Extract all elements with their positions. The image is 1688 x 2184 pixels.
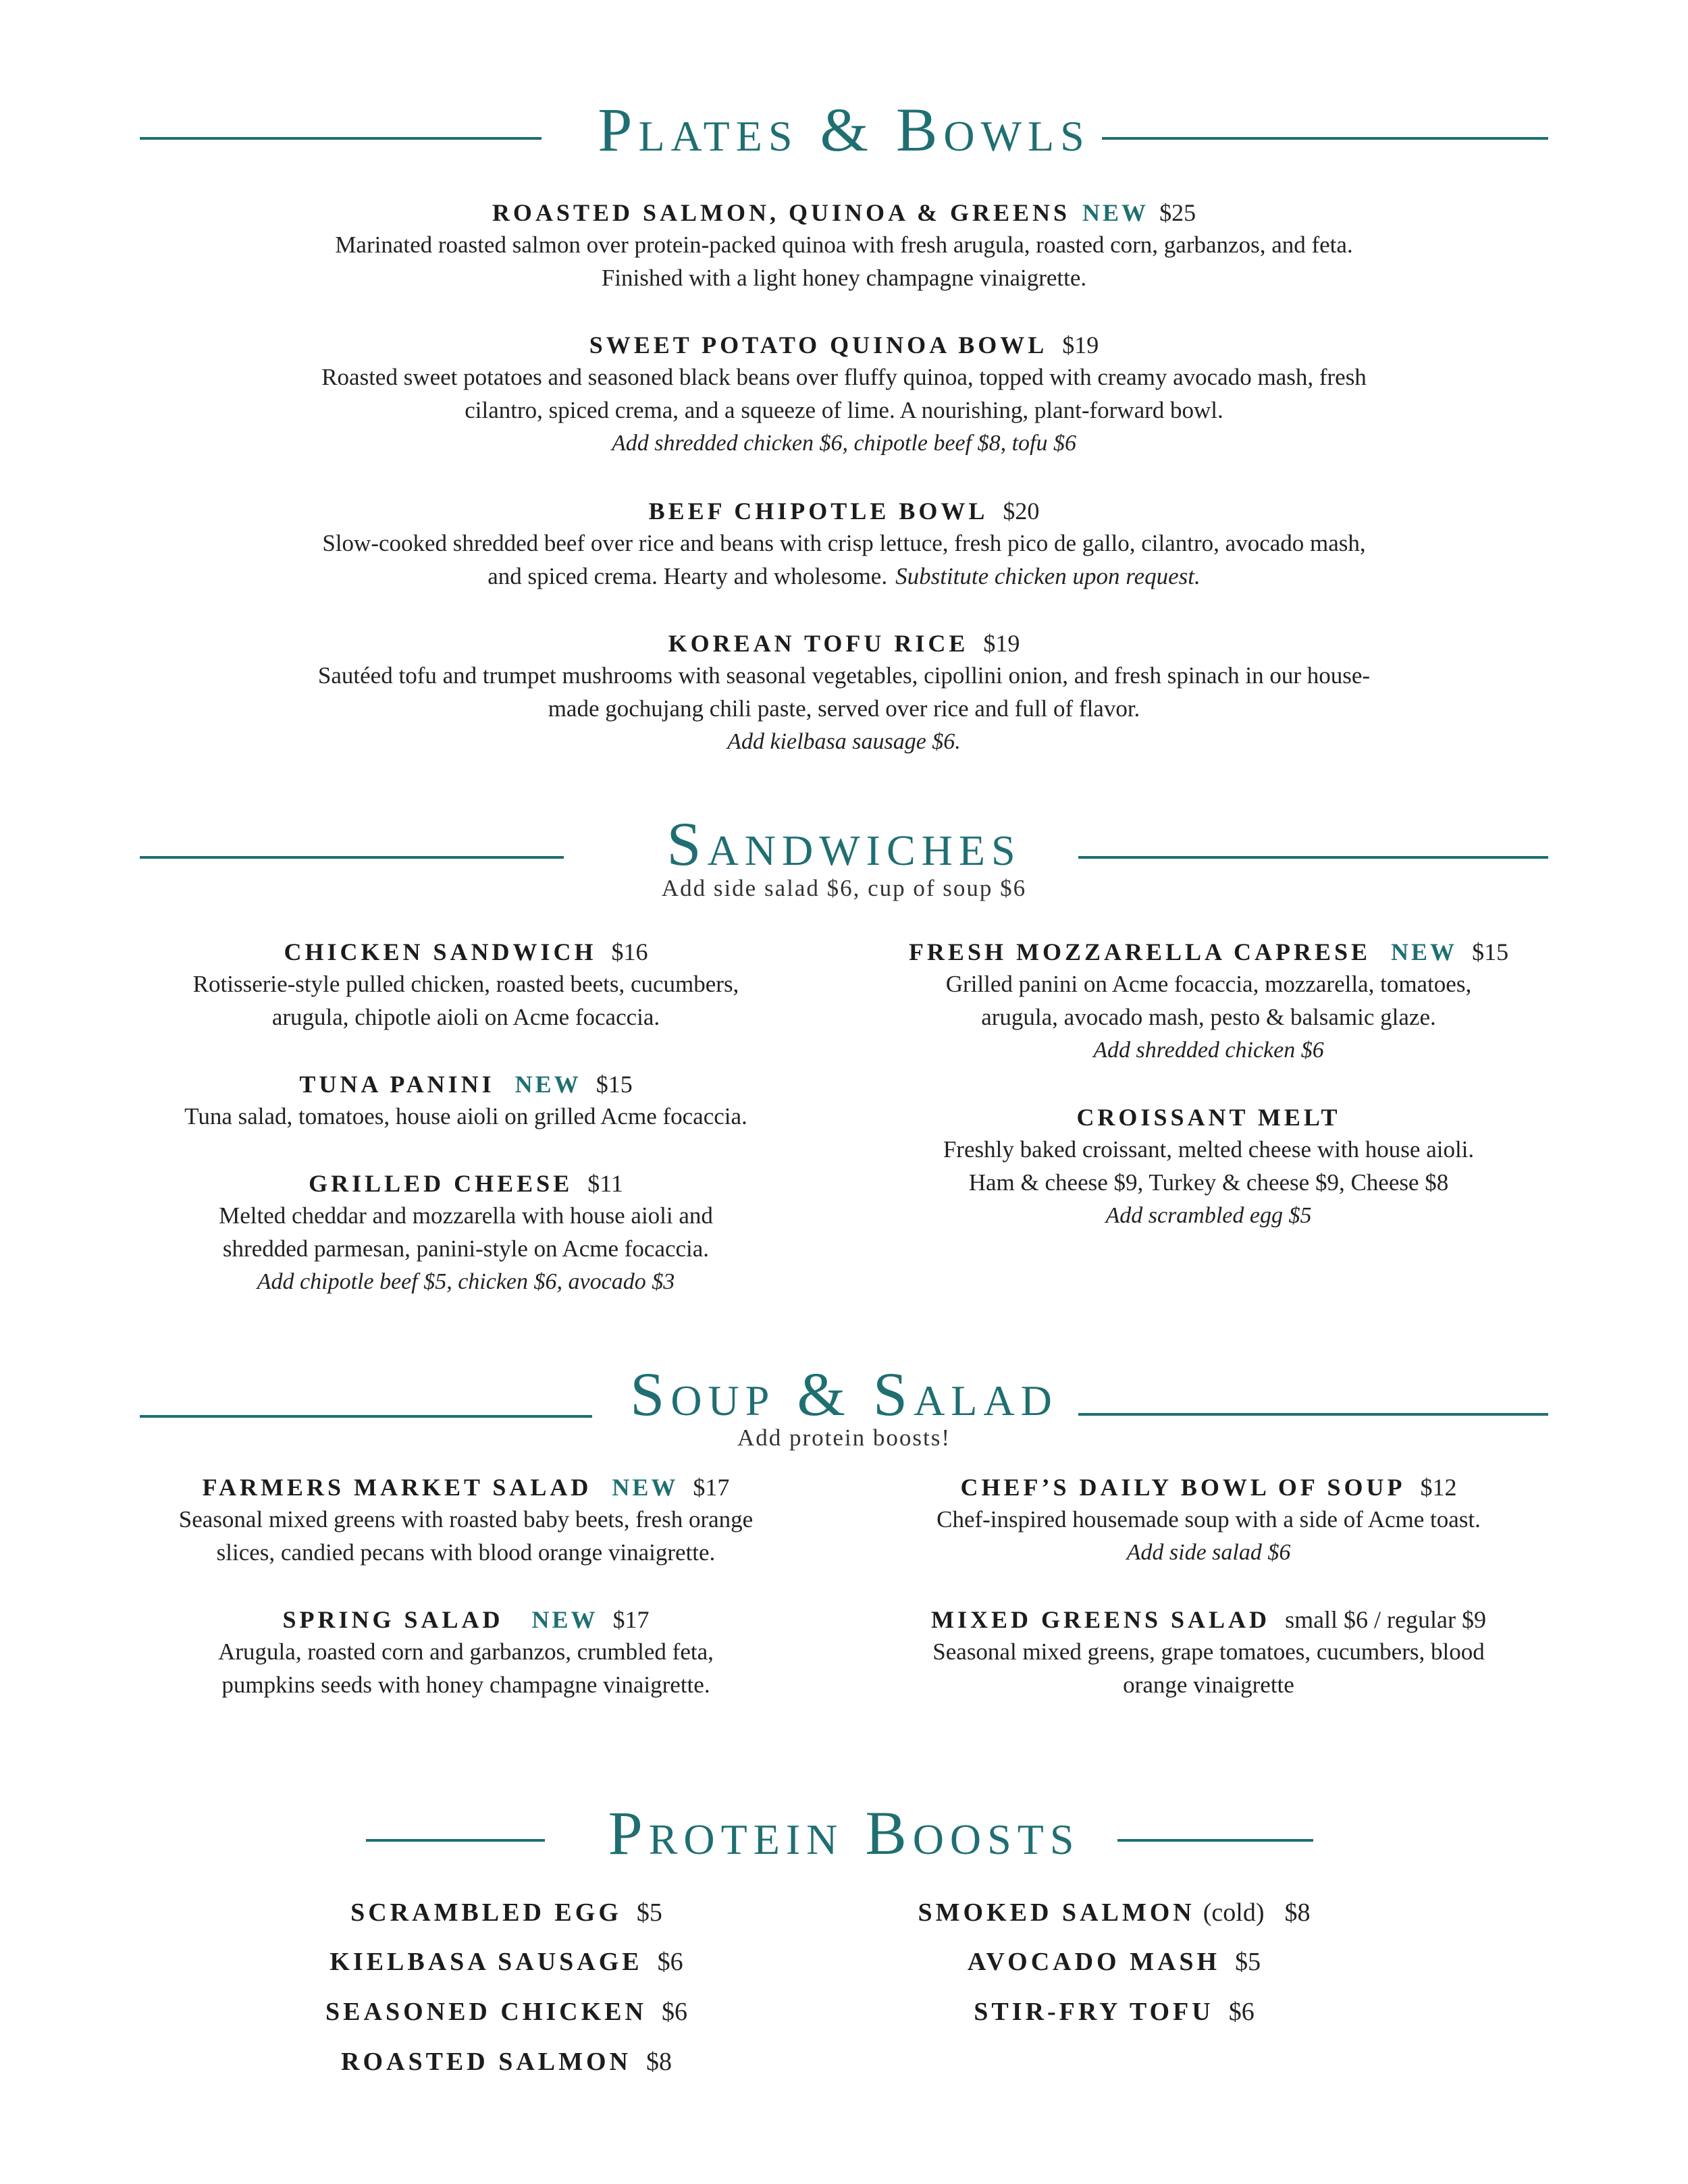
item-name: BEEF CHIPOTLE BOWL [648,498,988,525]
item-description: cilantro, spiced crema, and a squeeze of lime. A nourishing, plant-forward bowl. [465,397,1223,423]
item-addon: Add chipotle beef $5, chicken $6, avocado $3 [257,1269,675,1294]
boost-item [257,2046,756,2077]
item-description: Arugula, roasted corn and garbanzos, crumbled feta, [218,1639,714,1665]
item-name: ROASTED SALMON [341,2048,631,2076]
menu-item [169,329,1519,460]
menu-item [169,496,1519,593]
item-name: KOREAN TOFU RICE [668,630,969,657]
new-badge: NEW [515,1071,581,1098]
item-addon: Add kielbasa sausage $6. [727,729,961,754]
item-addon: Add shredded chicken $6, chipotle beef $8, tofu $6 [611,431,1076,456]
item-price: $6 [657,1948,683,1976]
item-price: $17 [612,1606,650,1633]
item-price: $19 [983,630,1020,657]
item-name: AVOCADO MASH [967,1948,1221,1976]
item-description: orange vinaigrette [1123,1672,1294,1698]
item-price: $17 [693,1474,730,1501]
item-description: Sautéed tofu and trumpet mushrooms with seasonal vegetables, cipollini onion, and fresh spinach in our house- [317,662,1371,689]
item-description: Slow-cooked shredded beef over rice and beans with crisp lettuce, fresh pico de gallo, cilantro, avocado mash, [322,530,1366,556]
item-description: Ham & cheese $9, Turkey & cheese $9, Cheese $8 [968,1169,1449,1196]
item-price: $8 [1284,1898,1311,1927]
item-name: FRESH MOZZARELLA CAPRESE [908,938,1371,965]
item-name: TUNA PANINI [299,1071,495,1098]
item-description: Melted cheddar and mozzarella with house aioli and [219,1202,713,1229]
new-badge: NEW [612,1474,679,1501]
item-description: arugula, avocado mash, pesto & balsamic glaze. [981,1004,1436,1030]
item-addon: Add scrambled egg $5 [1105,1203,1312,1228]
item-description: made gochujang chili paste, served over rice and full of flavor. [548,695,1140,722]
boost-item [257,1946,756,1977]
menu-item [169,197,1519,294]
section-title-plates: Plates & Bowls [598,95,1090,164]
item-description: Seasonal mixed greens with roasted baby beets, fresh orange [178,1506,754,1533]
item-description: Grilled panini on Acme focaccia, mozzarella, tomatoes, [945,971,1472,997]
menu-item [122,936,810,1034]
item-description: slices, candied pecans with blood orange vinaigrette. [216,1539,716,1566]
item-name: CROISSANT MELT [1076,1104,1341,1131]
item-description: and spiced crema. Hearty and wholesome. [487,563,888,589]
item-name: STIR-FRY TOFU [974,1998,1214,2026]
item-name: SMOKED SALMON [918,1898,1195,1927]
item-price: $15 [1472,938,1509,965]
item-note: Substitute chicken upon request. [895,563,1201,589]
item-price: $8 [646,2048,672,2076]
item-price: $6 [1228,1998,1255,2026]
item-description: Tuna salad, tomatoes, house aioli on grilled Acme focaccia. [184,1103,747,1129]
menu-item [122,1604,810,1701]
new-badge: NEW [531,1606,598,1633]
section-title-protein-boosts: Protein Boosts [608,1799,1080,1867]
menu-item [864,1604,1553,1701]
item-description: arugula, chipotle aioli on Acme focaccia. [271,1004,660,1030]
boost-item [257,1897,756,1928]
item-price: $25 [1159,199,1196,226]
item-price: $20 [1003,498,1040,525]
item-description: Marinated roasted salmon over protein-packed quinoa with fresh arugula, roasted corn, garbanzos, and feta. [335,232,1353,258]
item-name: SEASONED CHICKEN [325,1998,647,2026]
item-name: FARMERS MARKET SALAD [202,1474,592,1501]
boost-item [864,1897,1364,1928]
boost-item [257,1996,756,2027]
item-price: $11 [587,1170,623,1197]
item-name: SPRING SALAD [282,1606,504,1633]
new-badge: NEW [1391,938,1458,965]
item-price: small $6 / regular $9 [1285,1606,1486,1633]
item-price: $19 [1062,331,1099,358]
item-description: Seasonal mixed greens, grape tomatoes, cucumbers, blood [932,1639,1485,1665]
item-price: $12 [1420,1474,1457,1501]
menu-item [864,936,1553,1067]
item-price: $5 [1235,1948,1261,1976]
item-description: Finished with a light honey champagne vinaigrette. [601,265,1087,291]
section-title-soup-salad: Soup & Salad [630,1360,1058,1429]
item-note: (cold) [1203,1898,1265,1927]
menu-item [122,1472,810,1569]
menu-item [864,1102,1553,1232]
item-name: CHEF’S DAILY BOWL OF SOUP [960,1474,1406,1501]
section-title-sandwiches: Sandwiches [666,809,1022,878]
item-price: $15 [596,1071,633,1098]
menu-item [169,628,1519,758]
item-name: SWEET POTATO QUINOA BOWL [589,331,1048,358]
item-name: GRILLED CHEESE [309,1170,573,1197]
item-price: $5 [636,1898,662,1927]
item-name: ROASTED SALMON, QUINOA & GREENS [492,199,1071,226]
item-description: pumpkins seeds with honey champagne vinaigrette. [221,1672,710,1698]
section-subtitle: Add protein boosts! [737,1424,951,1451]
section-subtitle: Add side salad $6, cup of soup $6 [661,875,1027,901]
item-addon: Add side salad $6 [1126,1540,1291,1565]
menu-item [122,1168,810,1298]
item-description: shredded parmesan, panini-style on Acme focaccia. [222,1235,710,1262]
item-price: $6 [661,1998,687,2026]
item-description: Rotisserie-style pulled chicken, roasted beets, cucumbers, [192,971,739,997]
new-badge: NEW [1082,199,1149,226]
item-description: Chef-inspired housemade soup with a side of Acme toast. [937,1506,1481,1533]
item-addon: Add shredded chicken $6 [1093,1038,1324,1063]
item-name: KIELBASA SAUSAGE [329,1948,643,1976]
item-name: CHICKEN SANDWICH [284,938,597,965]
item-description: Roasted sweet potatoes and seasoned black beans over fluffy quinoa, topped with creamy avocado mash, fresh [321,364,1367,390]
item-name: MIXED GREENS SALAD [930,1606,1271,1633]
item-description: Freshly baked croissant, melted cheese with house aioli. [943,1136,1475,1163]
boost-item [864,1946,1364,1977]
item-price: $16 [611,938,648,965]
boost-item [864,1996,1364,2027]
menu-item [122,1069,810,1133]
item-name: SCRAMBLED EGG [350,1898,622,1927]
menu-item [864,1472,1553,1569]
